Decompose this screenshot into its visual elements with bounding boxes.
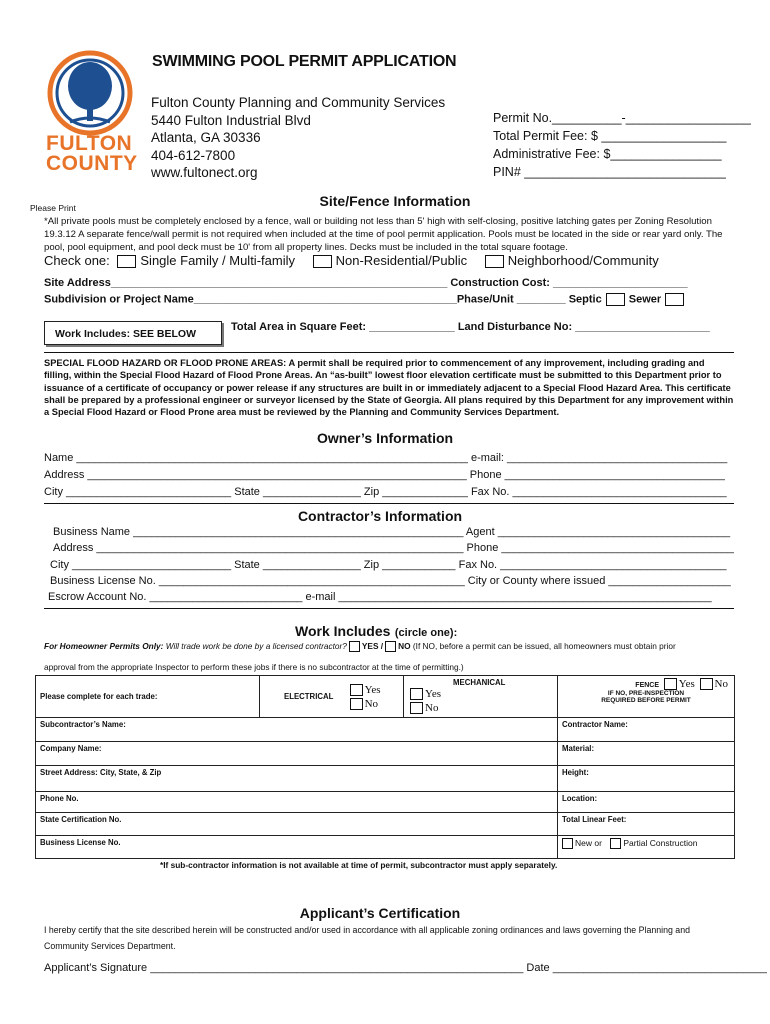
- pin-field[interactable]: PIN# _____________________________: [493, 165, 726, 179]
- contractor-address-row[interactable]: Address ____________________________________________________________ Phone ______________________________________: [53, 542, 734, 554]
- signature-row[interactable]: Applicant’s Signature _____________________________________________________________ Date ___________________________________: [44, 962, 767, 974]
- fence-note: IF NO, PRE-INSPECTION REQUIRED BEFORE PERMIT: [601, 690, 691, 705]
- homeowner-lead: For Homeowner Permits Only:: [44, 641, 164, 651]
- owner-name-row[interactable]: Name ________________________________________________________________ e-mail: ____________________________________: [44, 452, 728, 464]
- trade-row-label[interactable]: Street Address: City, State, & Zip: [36, 766, 558, 792]
- new-checkbox[interactable]: [562, 838, 573, 849]
- agency-line: Fulton County Planning and Community Services: [151, 95, 446, 110]
- contractor-business-row[interactable]: Business Name ______________________________________________________ Agent ______________________________________: [53, 526, 731, 538]
- fence-cell: FENCE Yes No IF NO, PRE-INSPECTION REQUIRED BEFORE PERMIT: [558, 676, 735, 718]
- mechanical-no-checkbox[interactable]: [410, 702, 423, 714]
- owner-section-title: Owner’s Information: [316, 430, 454, 446]
- form-title: SWIMMING POOL PERMIT APPLICATION: [152, 53, 457, 70]
- fence-yes-checkbox[interactable]: [664, 678, 677, 690]
- permit-number-field[interactable]: Permit No.__________-__________________: [493, 111, 751, 125]
- subcontractor-note: *If sub-contractor information is not available at time of permit, subcontractor must apply separately.: [160, 860, 558, 870]
- option-label: Single Family / Multi-family: [140, 253, 295, 268]
- agency-line: 5440 Fulton Industrial Blvd: [151, 112, 311, 128]
- total-area-field[interactable]: Total Area in Square Feet: ______________ Land Disturbance No: ______________________: [231, 321, 710, 333]
- work-includes-box: Work Includes: SEE BELOW: [44, 321, 222, 345]
- sewer-label: Sewer: [628, 293, 662, 306]
- licensed-no-checkbox[interactable]: [385, 641, 396, 652]
- mechanical-yes-checkbox[interactable]: [410, 688, 423, 700]
- site-section-title: Site/Fence Information: [319, 193, 471, 209]
- trade-table: [35, 675, 735, 859]
- work-title: Work Includes: [295, 623, 391, 639]
- agency-address: [151, 94, 445, 182]
- electrical-cell: ELECTRICAL Yes No: [260, 676, 404, 718]
- site-address-field[interactable]: Site Address_______________________________________________________ Construction Cost: ______________________: [44, 277, 688, 289]
- homeowner-row: [44, 641, 676, 652]
- agency-line: Atlanta, GA 30336: [151, 130, 261, 145]
- agency-line: 404-612-7800: [151, 147, 236, 163]
- owner-city-row[interactable]: City ___________________________ State ________________ Zip ______________ Fax No. ___________________________________: [44, 486, 727, 498]
- mechanical-cell: MECHANICAL Yes No: [404, 676, 558, 718]
- contractor-section-title: Contractor’s Information: [297, 508, 463, 524]
- divider: [44, 503, 734, 504]
- complete-label-cell: Please complete for each trade:: [36, 676, 260, 718]
- fence-no-checkbox[interactable]: [700, 678, 713, 690]
- septic-checkbox[interactable]: [606, 293, 625, 306]
- subdivision-field[interactable]: Subdivision or Project Name___________________________________________Phase/Unit ________ Septic: [44, 293, 602, 306]
- trade-row-label[interactable]: Company Name:: [36, 742, 558, 766]
- sewer-checkbox[interactable]: [665, 293, 684, 306]
- no-label: NO: [398, 641, 411, 651]
- fence-row-label[interactable]: Material:: [558, 742, 735, 766]
- electrical-yes-checkbox[interactable]: [350, 684, 363, 696]
- partial-checkbox[interactable]: [610, 838, 621, 849]
- trade-row-label[interactable]: Business License No.: [36, 836, 558, 859]
- contractor-city-row[interactable]: City __________________________ State ________________ Zip ____________ Fax No. _____________________________________: [50, 559, 727, 571]
- subdivision-row: [44, 293, 688, 306]
- flood-hazard-notice: SPECIAL FLOOD HAZARD OR FLOOD PRONE AREAS: A permit shall be required prior to commencement of any improvement, including grading and filling, within the Special Flood Hazard of Flood Prone Areas. An “as-built” lowest floor elevation certificate must be submitted to this Department prior to issuance of a certificate of occupancy or power release if any structures are built in or immediately adjacent to a Special Flood Hazard Area. This certificate shall be prepared by a professional engineer or surveyor licensed by the State of Georgia. All plans required by this Department for any improvement within a Special Flood Hazard or Flood Prone area must be reviewed by the Planning and Community Services Department.: [44, 358, 734, 418]
- fence-row-label[interactable]: Location:: [558, 792, 735, 813]
- non-residential-checkbox[interactable]: [313, 255, 332, 268]
- yes-label: YES /: [361, 641, 384, 651]
- fence-row-label[interactable]: Height:: [558, 766, 735, 792]
- trade-row-label[interactable]: State Certification No.: [36, 813, 558, 836]
- logo-text-line: FULTON: [46, 132, 133, 155]
- permit-fields: [493, 109, 751, 181]
- trade-row-label[interactable]: Subcontractor’s Name:: [36, 718, 558, 742]
- trade-row-label[interactable]: Phone No.: [36, 792, 558, 813]
- homeowner-tail: (If NO, before a permit can be issued, all homeowners must obtain prior: [412, 641, 676, 651]
- fence-row-label[interactable]: Contractor Name:: [558, 718, 735, 742]
- work-title-suffix: (circle one):: [394, 627, 458, 639]
- divider: [44, 352, 734, 353]
- total-permit-fee-field[interactable]: Total Permit Fee: $ __________________: [493, 129, 727, 143]
- fence-notice: *All private pools must be completely enclosed by a fence, wall or building not less than 5' high with self-closing, positive latching gates per Zoning Resolution 19.3.12 A separate fence/wall permit is not required when included at the time of pool permit application. Pools must be located in the side or rear yard only. The pool, pool equipment, and pool deck must be 10' from all property lines. Decks must be included in the total square footage.: [44, 216, 723, 253]
- fence-row-label[interactable]: Total Linear Feet:: [558, 813, 735, 836]
- option-label: Non-Residential/Public: [335, 253, 468, 268]
- neighborhood-checkbox[interactable]: [485, 255, 504, 268]
- check-one-label: Check one:: [44, 253, 110, 268]
- electrical-no-checkbox[interactable]: [350, 698, 363, 710]
- contractor-escrow-row[interactable]: Escrow Account No. _________________________ e-mail _____________________________________________________________: [48, 591, 712, 603]
- owner-address-row[interactable]: Address ______________________________________________________________ Phone ____________________________________: [44, 469, 725, 481]
- check-one-row: [44, 253, 659, 268]
- work-section-title: [295, 623, 457, 641]
- contractor-license-row[interactable]: Business License No. __________________________________________________ City or County where issued ____________________: [50, 575, 731, 587]
- administrative-fee-field[interactable]: Administrative Fee: $________________: [493, 147, 722, 161]
- fulton-county-logo: [40, 48, 140, 183]
- construction-type-cell: New or Partial Construction: [558, 836, 735, 859]
- licensed-yes-checkbox[interactable]: [349, 641, 360, 652]
- certification-title: Applicant’s Certification: [299, 905, 461, 921]
- single-family-checkbox[interactable]: [117, 255, 136, 268]
- option-label: Neighborhood/Community: [507, 253, 659, 268]
- divider: [44, 608, 734, 609]
- homeowner-question: Will trade work be done by a licensed contractor?: [165, 641, 347, 651]
- logo-text-line: COUNTY: [46, 152, 138, 175]
- please-print: Please Print: [30, 203, 76, 213]
- homeowner-tail-2: approval from the appropriate Inspector to perform these jobs if there is no subcontractor at the time of permitting.): [44, 662, 464, 672]
- agency-line: www.fultonect.org: [151, 165, 258, 180]
- certification-text: I hereby certify that the site described herein will be constructed and/or used in accordance with all applicable zoning ordinances and laws governing the Planning and Community Services Department.: [44, 925, 690, 951]
